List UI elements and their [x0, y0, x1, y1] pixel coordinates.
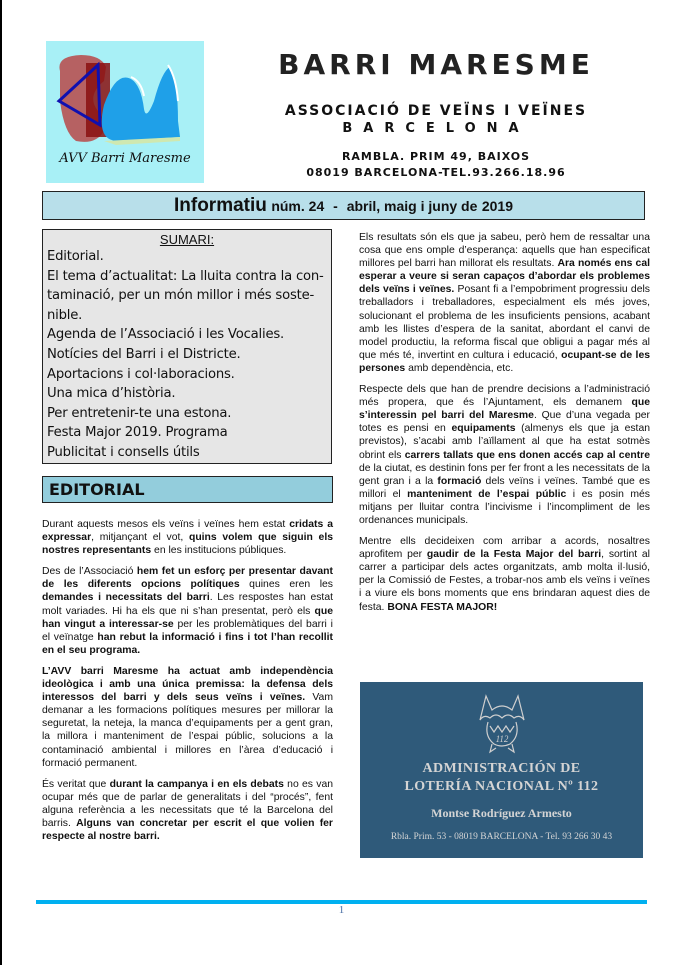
masthead-title: BARRI MARESME — [278, 48, 594, 81]
masthead-subtitle: ASSOCIACIÓ DE VEÏNS I VEÏNES — [284, 103, 588, 119]
ad-heading-line2: LOTERÍA NACIONAL Nº 112 — [404, 779, 599, 794]
paragraph: Respecte dels que han de prendre decisions a l’administració més propera, que és l’Ajuntament, els demanem que s’interessin pel barri del Maresme. Que d’una vegada per totes es pensi en equipaments (almenys els que ja estan previstos), s’acabi amb l’aïllament al que ha estat sotmès obrint els carrers tallats que ens donen accés cap al centre de la ciutat, es destinin fons per fer front a les necessitats de la gent gran i a la formació dels veïns i veïnes. També que es millori el manteniment de l’espai públic i es posin més mitjans per lluitar contra l’incivisme i l’incompliment de les ordenances municipals. — [359, 384, 650, 526]
issue-name: Informatiu — [173, 195, 267, 216]
toc-item: taminació, per un món millor i més soste- — [47, 288, 315, 304]
page-left-border — [0, 0, 2, 965]
toc-item: Editorial. — [47, 249, 104, 264]
toc-item: Publicitat i consells útils — [47, 444, 200, 460]
toc-item: Per entretenir-te una estona. — [47, 405, 232, 421]
toc-item: Agenda de l’Associació i les Vocalies. — [47, 327, 285, 343]
paragraph: Els resultats són els que ja sabeu, però hem de ressaltar una cosa que ens omple d’esperança: aquells que han especificat millores pel barri han millorat els resultats. Ara només ens cal esperar a veure si seran capaços d’abordar els problemes dels veïns i veïnes. Posant fi a l’empobriment progressiu dels treballadors i treballadores, especialment els més joves, solucionant el problema de les insuficients pensions, acabant amb les llistes d’espera de la sanitat, abordant el canvi de model productiu, la reforma fiscal que obligui a pagar més al que més té, invertint en cultura i educació, ocupant-se de les persones amb dependència, etc. — [359, 232, 651, 374]
issue-year: 2019 — [481, 198, 513, 214]
issue-separator: - — [333, 198, 338, 214]
paragraph: Des de l’Associació hem fet un esforç per presentar davant de les diferents opcions polítiques quines eren les demandes i necessitats del barri. Les respostes han estat molt variades. Hi ha els que ni s’han presentat, però els que han vingut a interessar-se per les problemàtiques del barri i el veïnatge han rebut la informació i fins i tot l’han recollit en el seu programa. — [42, 566, 333, 656]
ad-heading-line1: ADMINISTRACIÓN DE — [422, 761, 581, 776]
toc-item: nible. — [47, 307, 83, 323]
lottery-advertisement — [360, 682, 643, 858]
page-number: 1 — [338, 904, 345, 916]
toc-title: SUMARI: — [159, 232, 215, 247]
toc-item: Festa Major 2019. Programa — [47, 425, 228, 441]
masthead-postal-phone: 08019 BARCELONA-TEL.93.266.18.96 — [306, 166, 566, 179]
masthead-address: RAMBLA. PRIM 49, BAIXOS — [341, 150, 531, 163]
ad-address: Rbla. Prim. 53 - 08019 BARCELONA - Tel. 93 266 30 43 — [390, 832, 613, 842]
association-logo — [46, 41, 204, 183]
bat-emblem-icon — [474, 692, 530, 754]
editorial-column-right — [359, 231, 650, 622]
toc-item: Notícies del Barri i el Districte. — [47, 346, 241, 362]
paragraph: Mentre ells decideixen com arribar a acords, nosaltres aprofitem per gaudir de la Festa Major del barri, sortint al carrer a participar dels actes organitzats, amb molta il·lusió, per la Comissió de Festes, a trobar-nos amb els veïns i veïnes i a viure els bons moments que ens brindaran aquest dies de festa. BONA FESTA MAJOR! — [359, 536, 650, 613]
masthead-city: BARCELONA — [342, 121, 530, 136]
toc-item: El tema d’actualitat: La lluita contra la con- — [47, 268, 324, 284]
issue-banner — [42, 191, 645, 220]
paragraph: És veritat que durant la campanya i en els debats no es van ocupar més que de parlar de generalitats i del “procés”, fent alguna referència a les necessitats que té la Barcelona del barris. Alguns van concretar per escrit el que volien fer respecte al nostre barri. — [42, 778, 333, 843]
editorial-column-left — [42, 518, 333, 851]
table-of-contents — [42, 229, 332, 464]
logo-caption: AVV Barri Maresme — [59, 151, 191, 166]
paragraph: L’AVV barri Maresme ha actuat amb independència ideològica i amb una única premissa: la defensa dels interessos del barri y dels seus veïns i veïnes. Vam demanar a les formacions polítiques mesures per millorar la seguretat, la neteja, la manca d’equipaments per a gent gran, la millora i manteniment de l’espai públic, solucions a la contaminació ambiental i millores en l’àrea d’educació i formació permanent. — [42, 665, 333, 769]
paragraph: Durant aquests mesos els veïns i veïnes hem estat cridats a expressar, mitjançant el vot, quins volem que siguin els nostres representants en les institucions públiques. — [42, 519, 333, 557]
ad-owner-name: Montse Rodríguez Armesto — [431, 806, 572, 820]
issue-period: abril, maig i juny de — [346, 198, 478, 214]
toc-item: Aportacions i col·laboracions. — [47, 366, 235, 382]
editorial-heading: EDITORIAL — [42, 476, 333, 503]
issue-number: núm. 24 — [271, 198, 325, 214]
toc-item: Una mica d’història. — [47, 386, 176, 402]
svg-text:112: 112 — [495, 734, 509, 744]
